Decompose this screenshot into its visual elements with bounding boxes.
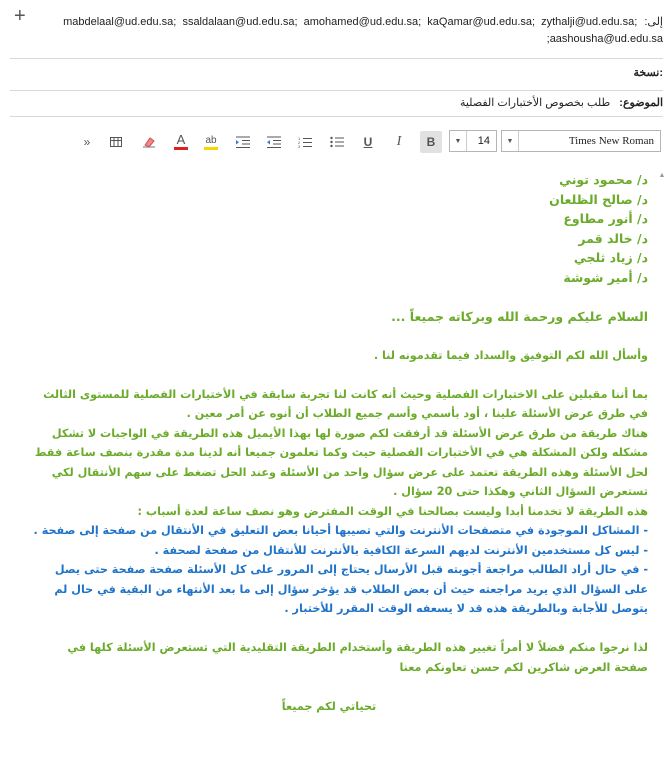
font-color-icon[interactable]: A (170, 131, 192, 153)
body-line: لذا نرجوا منكم فضلاً لا أمراً تغيير هذه الطريقة وأستخدام الطريقة التقليدية التي تستعرض الأسئلة كلها في (67, 641, 648, 654)
decrease-indent-icon[interactable] (263, 131, 285, 153)
blank-line (10, 619, 648, 639)
body-line: - ليس كل مستخدمين الأنترنت لديهم السرعة الكافية بالأنترنت للأنتقال من صفحة لصحفة . (154, 543, 648, 557)
chevron-down-icon: ▼ (450, 131, 467, 151)
bold-icon[interactable]: B (420, 131, 442, 153)
to-row (10, 0, 663, 59)
body-line: د/ أنور مطاوع (563, 211, 648, 226)
body-line: السلام عليكم ورحمة الله وبركاته جميعاً ... (391, 308, 648, 324)
body-line: د/ محمود توني (559, 172, 648, 187)
body-line: - المشاكل الموجودة في متصفحات الأنترنت والتي تصيبها أحيانا بعض التعليق في الأنتقال من صفحة إلى صفحة . (33, 524, 648, 537)
chevron-down-icon: ▼ (502, 131, 519, 151)
more-options-icon[interactable]: » (83, 135, 91, 149)
recipient[interactable]: mabdelaal@ud.edu.sa; (63, 16, 177, 28)
message-body[interactable] (10, 170, 648, 768)
numbered-list-icon[interactable] (294, 131, 316, 153)
blank-line (10, 326, 648, 346)
underline-icon[interactable]: U (363, 135, 373, 149)
cc-label: نسخة: (633, 67, 663, 79)
body-line: تحياتي لكم جميعاً (281, 699, 377, 713)
italic-icon[interactable]: I (396, 134, 402, 149)
body-line: صفحة العرض شاكرين لكم حسن تعاونكم معنا (399, 660, 648, 674)
body-line: مشكله ولكن المشكلة هي في الأختبارات الفصلية حيث وكما تعلمون جميعا أنه لدينا مدة مقدرة بنصف ساعة فقط (34, 446, 648, 459)
blank-line (10, 365, 648, 385)
recipient[interactable]: ssaldalaan@ud.edu.sa; (182, 16, 298, 28)
body-line: هناك طريقة من طرق عرض الأسئلة قد أرفقت لكم صورة لها بهذا الأيميل هذه الطريقة في الواجبات لا تشكل (51, 426, 648, 440)
body-line: - في حال أراد الطالب مراجعة أجوبته قبل الأرسال يحتاج إلى المرور على كل الأسئلة صفحة صفحة حتى يصل (54, 563, 648, 576)
blank-line (10, 287, 648, 307)
recipient[interactable]: zythalji@ud.edu.sa; (541, 16, 638, 28)
blank-line (10, 677, 648, 697)
highlight-icon[interactable]: ab (200, 131, 222, 153)
svg-text:3: 3 (298, 144, 301, 148)
body-line: في طرق عرض الأسئلة علينا ، أود بأسمي وأسم جميع الطلاب أن أنوه عن أمر معين . (186, 407, 648, 420)
body-line: د/ صالح الظلعان (549, 191, 648, 207)
body-line: تستعرض السؤال الثاني وهكذا حتى 20 سؤال . (393, 485, 648, 498)
recipient[interactable]: kaQamar@ud.edu.sa; (427, 16, 536, 28)
svg-text:1: 1 (298, 136, 301, 141)
increase-indent-icon[interactable] (232, 131, 254, 153)
to-label: إلى: (644, 16, 663, 28)
scrollbar[interactable] (657, 172, 667, 768)
body-line: وأسأل الله لكم التوفيق والسداد فيما تقدمونه لنا . (373, 348, 648, 362)
subject-row[interactable] (10, 90, 663, 117)
body-line: هذه الطريقة لا تخدمنا أبدا وليست بصالحنا في الوقت المفترض وهو نصف ساعة لعدة أسباب : (137, 504, 648, 518)
format-toolbar (76, 129, 661, 155)
recipient[interactable]: aashousha@ud.edu.sa; (546, 33, 663, 45)
subject-input[interactable]: طلب بخصوص الأختبارات الفصلية (459, 97, 611, 109)
recipients-list[interactable] (13, 14, 663, 48)
body-line: يتوصل للأجابة وبالطريقة هذه قد لا يسعفه الوقت المقرر للأختبار . (284, 602, 648, 615)
body-line: بما أننا مقبلين على الاختبارات الفصلية وحيث أنه كانت لنا تجربة سابقة في الأختبارات الفصلية للمستوى الثالث (43, 387, 648, 401)
bullet-list-icon[interactable] (326, 131, 348, 153)
table-icon[interactable] (105, 131, 127, 153)
body-line: د/ خالد قمر (578, 230, 648, 246)
scroll-up-icon[interactable]: ▲ (658, 172, 666, 179)
subject-label: الموضوع: (619, 97, 663, 109)
cc-row[interactable] (10, 58, 663, 91)
font-family-select[interactable]: ▼ Times New Roman (501, 130, 661, 152)
body-line: د/ أمير شوشة (563, 269, 648, 285)
font-size-select[interactable]: ▼ 14 (449, 130, 497, 152)
body-line: على السؤال الذي يريد مراجعته حيث أن بعض الطلاب قد يؤخر سؤال إلى ما بعد الأنتهاء من البقية في حال لم (54, 582, 648, 596)
recipient[interactable]: amohamed@ud.edu.sa; (303, 16, 422, 28)
clear-format-icon[interactable] (138, 131, 160, 153)
body-line: لحل الأسئلة وهذه الطريقة تعتمد على عرض سؤال واحد من الأسئلة وعند الحل تضغط على سهم الأنتقال لكي (51, 465, 648, 479)
add-recipient-icon[interactable]: + (14, 5, 26, 27)
svg-text:2: 2 (298, 140, 301, 145)
body-line: د/ زياد ثلجي (573, 250, 648, 265)
